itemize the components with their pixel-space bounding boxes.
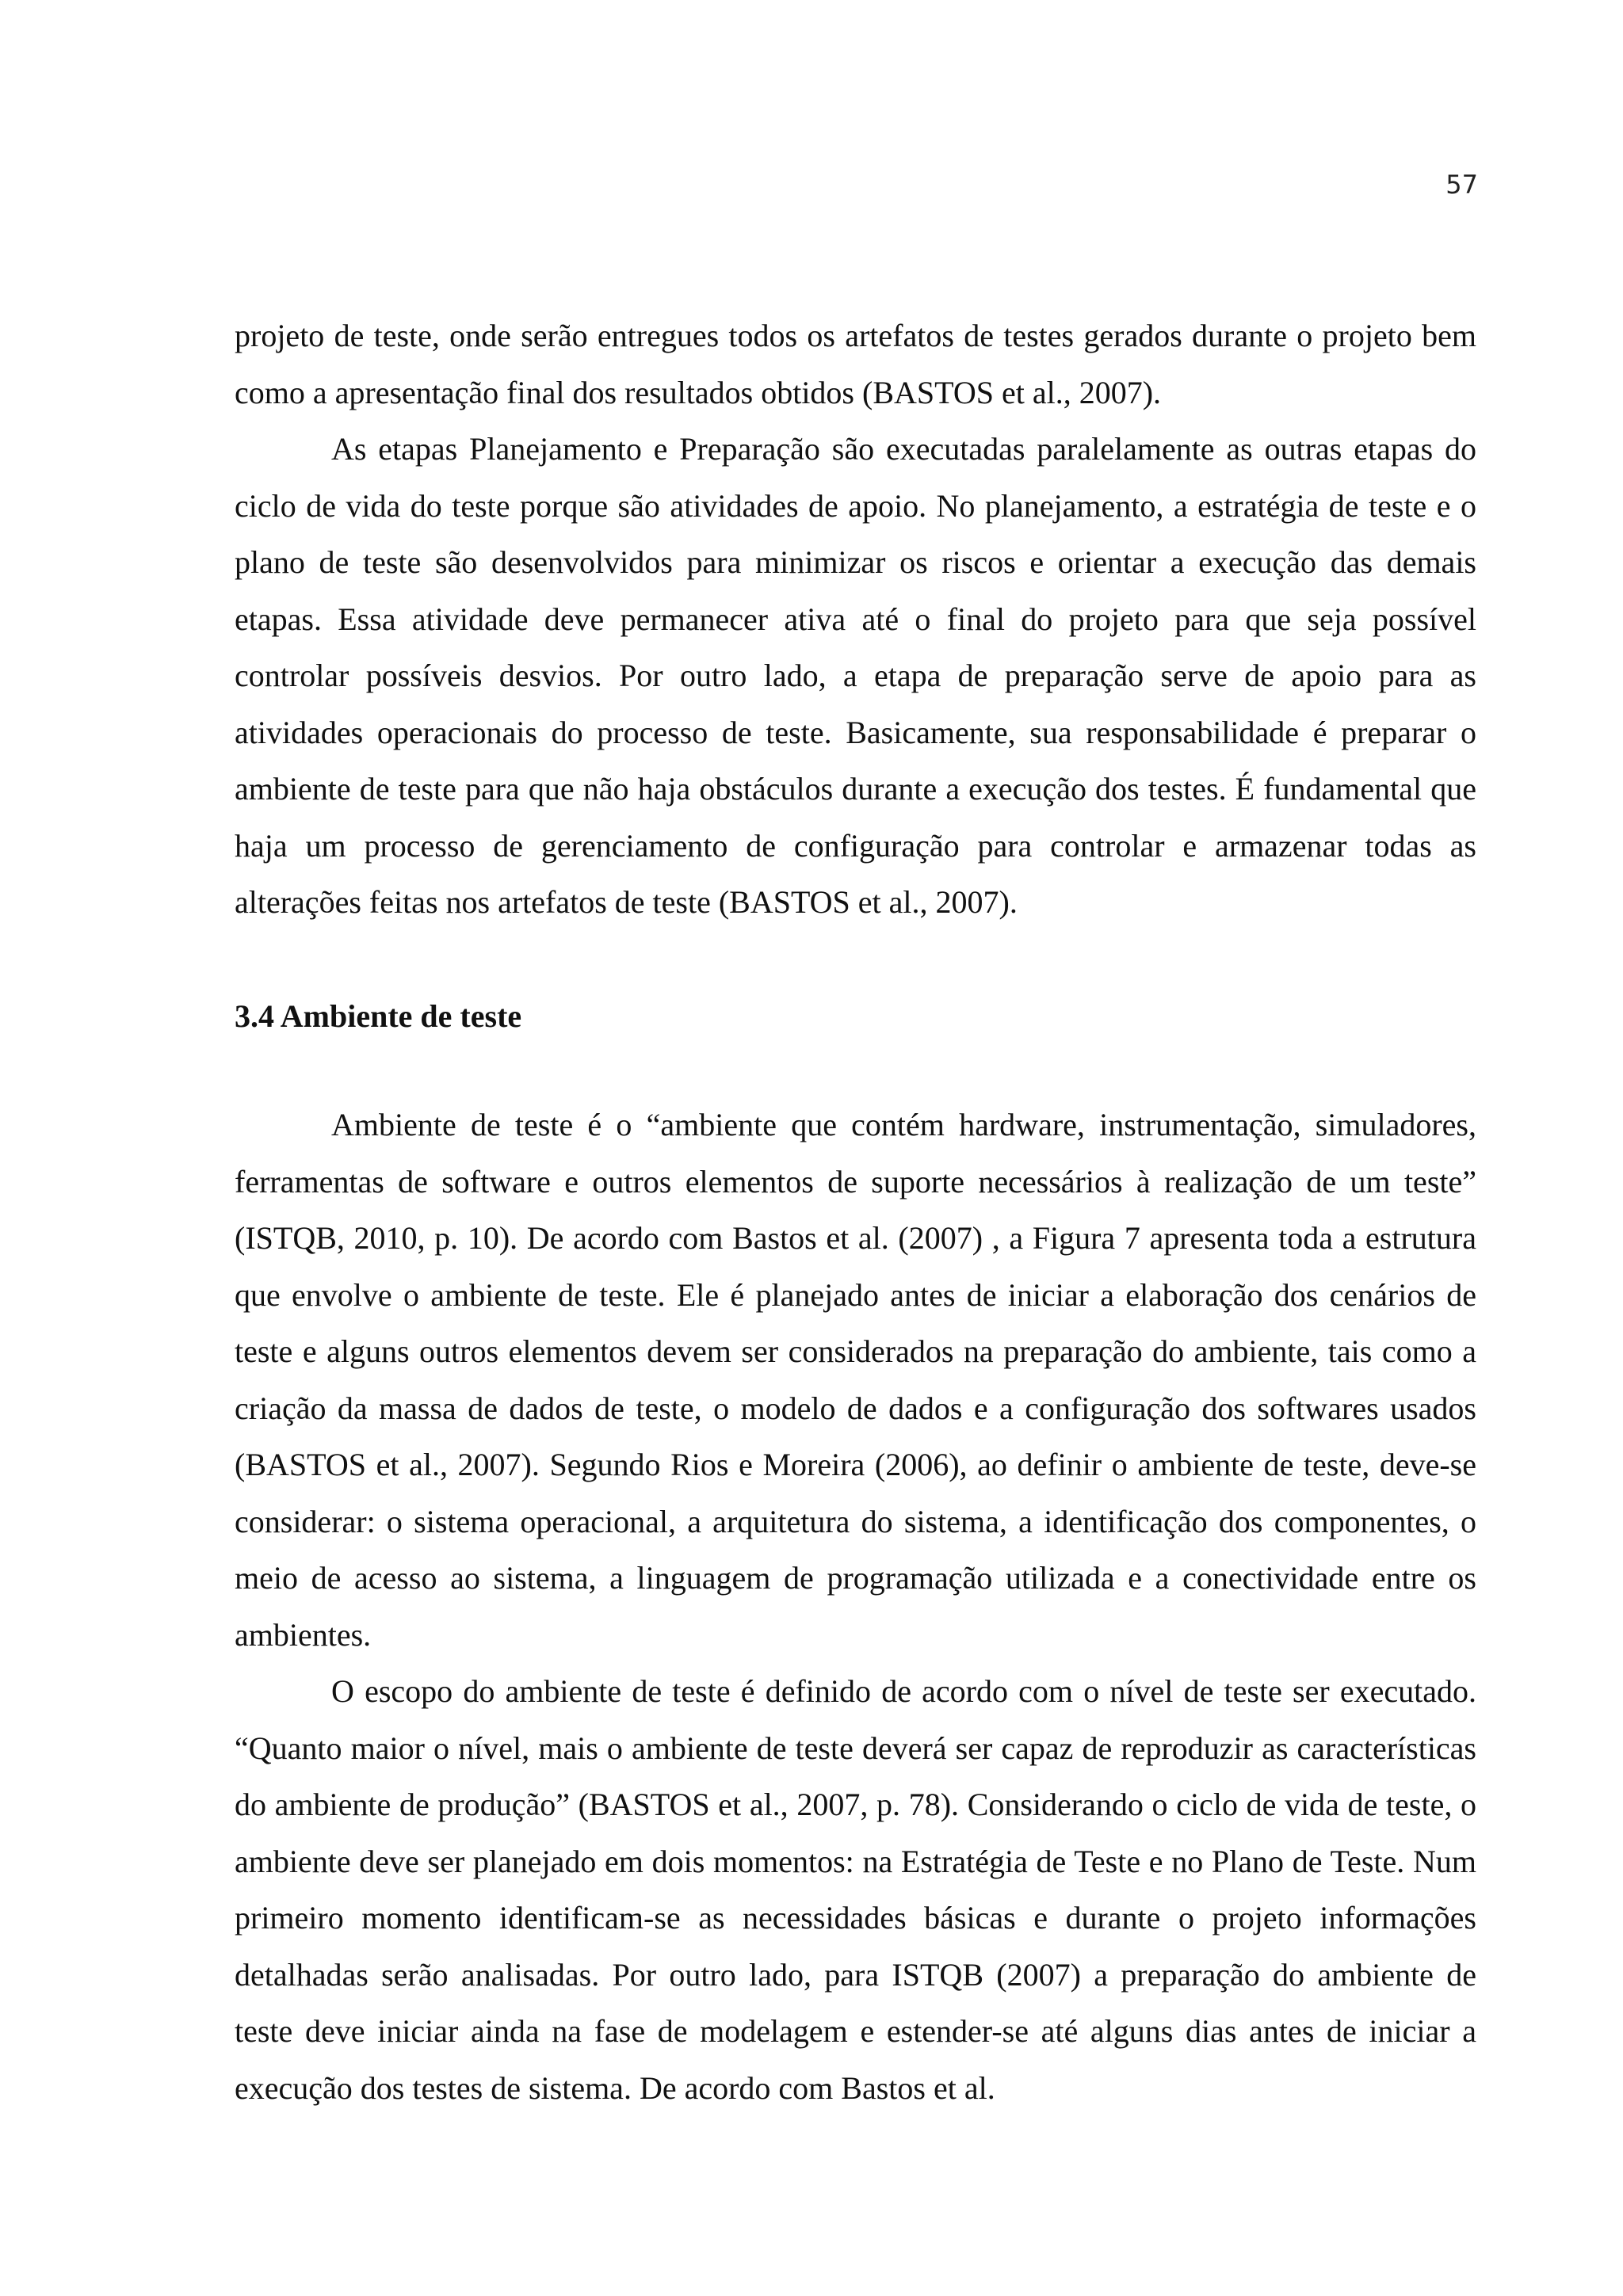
paragraph-test-environment-definition: Ambiente de teste é o “ambiente que contém hardware, instrumentação, simuladores, ferramentas de software e outros elementos de suporte necessários à realização de um teste” (ISTQB, 2010, p. 10). De acordo com Bastos et al. (2007) , a Figura 7 apresenta toda a estrutura que envolve o ambiente de teste. Ele é planejado antes de iniciar a elaboração dos cenários de teste e alguns outros elementos devem ser considerados na preparação do ambiente, tais como a criação da massa de dados de teste, o modelo de dados e a configuração dos softwares usados (BASTOS et al., 2007). Segundo Rios e Moreira (2006), ao definir o ambiente de teste, deve-se considerar: o sistema operacional, a arquitetura do sistema, a identificação dos componentes, o meio de acesso ao sistema, a linguagem de programação utilizada e a conectividade entre os ambientes. <box>235 1107 1476 1653</box>
paragraph-continuation: projeto de teste, onde serão entregues todos os artefatos de testes gerados durante o projeto bem como a apresentação final dos resultados obtidos (BASTOS et al., 2007). <box>235 318 1476 410</box>
section-heading: 3.4 Ambiente de teste <box>235 997 522 1034</box>
page-body <box>235 307 1476 2116</box>
paragraph-planning-preparation: As etapas Planejamento e Preparação são executadas paralelamente as outras etapas do ciclo de vida do teste porque são atividades de apoio. No planejamento, a estratégia de teste e o plano de teste são desenvolvidos para minimizar os riscos e orientar a execução das demais etapas. Essa atividade deve permanecer ativa até o final do projeto para que seja possível controlar possíveis desvios. Por outro lado, a etapa de preparação serve de apoio para as atividades operacionais do processo de teste. Basicamente, sua responsabilidade é preparar o ambiente de teste para que não haja obstáculos durante a execução dos testes. É fundamental que haja um processo de gerenciamento de configuração para controlar e armazenar todas as alterações feitas nos artefatos de teste (BASTOS et al., 2007). <box>235 431 1476 920</box>
page-number: 57 <box>1445 170 1478 200</box>
paragraph-test-environment-scope: O escopo do ambiente de teste é definido de acordo com o nível de teste ser executado. “Quanto maior o nível, mais o ambiente de teste deverá ser capaz de reproduzir as características do ambiente de produção” (BASTOS et al., 2007, p. 78). Considerando o ciclo de vida de teste, o ambiente deve ser planejado em dois momentos: na Estratégia de Teste e no Plano de Teste. Num primeiro momento identificam-se as necessidades básicas e durante o projeto informações detalhadas serão analisadas. Por outro lado, para ISTQB (2007) a preparação do ambiente de teste deve iniciar ainda na fase de modelagem e estender-se até alguns dias antes de iniciar a execução dos testes de sistema. De acordo com Bastos et al. <box>235 1673 1476 2106</box>
